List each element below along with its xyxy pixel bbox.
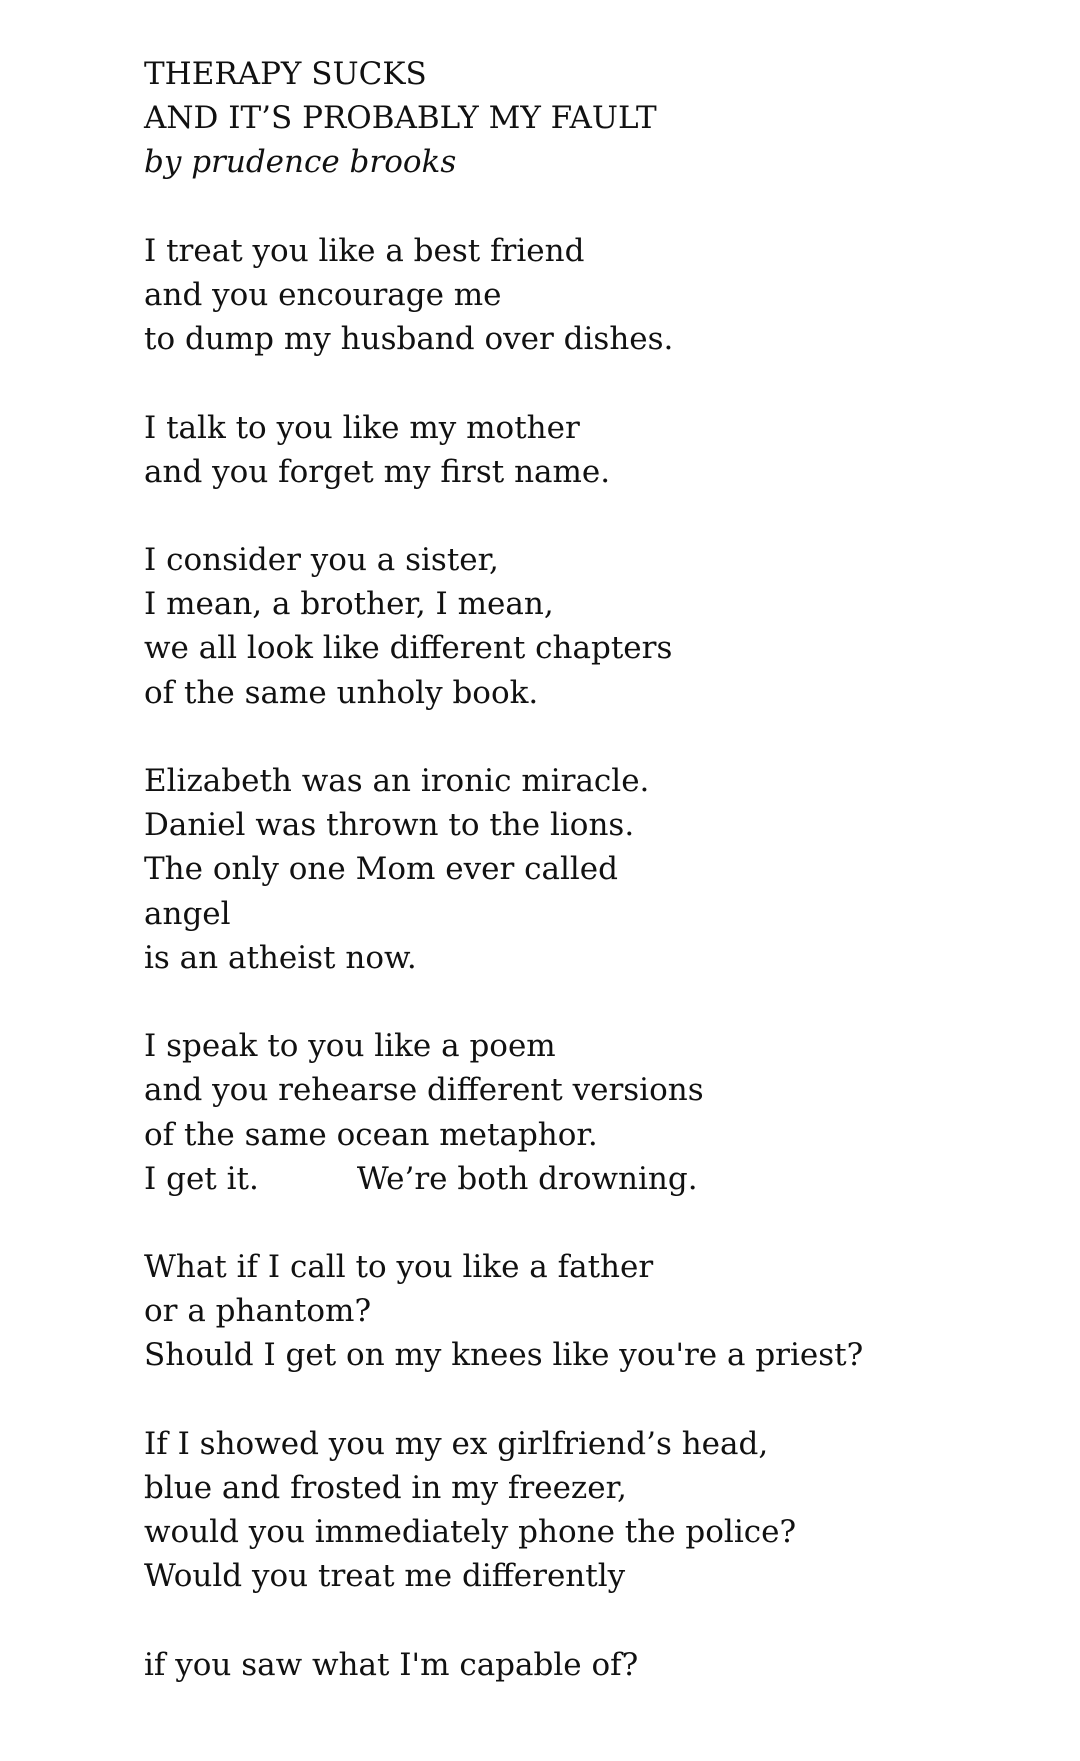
poem-line: is an atheist now. bbox=[144, 939, 417, 976]
stanza-2 bbox=[144, 406, 1044, 494]
poem-header bbox=[144, 52, 1044, 185]
poem-line: I consider you a sister, bbox=[144, 542, 499, 579]
poem-line: I mean, a brother, I mean, bbox=[144, 586, 554, 623]
poem-line: I speak to you like a poem bbox=[144, 1028, 556, 1065]
stanza-1 bbox=[144, 229, 1044, 362]
poem-line: I talk to you like my mother bbox=[144, 409, 580, 446]
stanza-5 bbox=[144, 1024, 1044, 1201]
poem-page bbox=[144, 52, 1044, 1687]
poem-line: I treat you like a best friend bbox=[144, 232, 585, 269]
stanza-3 bbox=[144, 538, 1044, 715]
poem-split-line bbox=[144, 1157, 1044, 1201]
poem-line: Would you treat me differently bbox=[144, 1558, 626, 1595]
poem-line: or a phantom? bbox=[144, 1293, 372, 1330]
poem-line: Should I get on my knees like you're a priest? bbox=[144, 1337, 864, 1374]
stanza-8 bbox=[144, 1643, 1044, 1687]
poem-line: and you rehearse different versions bbox=[144, 1072, 704, 1109]
poem-line: Elizabeth was an ironic miracle. bbox=[144, 763, 650, 799]
poem-title-line-1: THERAPY SUCKS bbox=[144, 56, 427, 92]
poem-line: and you encourage me bbox=[144, 276, 502, 313]
stanza-4 bbox=[144, 759, 1044, 980]
poem-line: If I showed you my ex girlfriend’s head, bbox=[144, 1425, 769, 1462]
poem-line: and you forget my first name. bbox=[144, 453, 611, 490]
poem-line: to dump my husband over dishes. bbox=[144, 321, 674, 358]
poem-line: blue and frosted in my freezer, bbox=[144, 1470, 627, 1506]
poem-line: of the same ocean metaphor. bbox=[144, 1116, 598, 1153]
stanza-7 bbox=[144, 1422, 1044, 1599]
split-line-right: We’re both drowning. bbox=[356, 1160, 698, 1197]
poem-line: Daniel was thrown to the lions. bbox=[144, 807, 635, 844]
poem-line: would you immediately phone the police? bbox=[144, 1514, 797, 1551]
poem-line: of the same unholy book. bbox=[144, 674, 539, 711]
split-line-left: I get it. bbox=[144, 1160, 259, 1197]
poem-line: angel bbox=[144, 895, 231, 932]
poem-line: The only one Mom ever called bbox=[144, 851, 618, 888]
poem-title-line-2: AND IT’S PROBABLY MY FAULT bbox=[144, 100, 657, 137]
poem-byline: by prudence brooks bbox=[144, 144, 457, 181]
stanza-6 bbox=[144, 1245, 1044, 1378]
poem-line: if you saw what I'm capable of? bbox=[144, 1646, 639, 1683]
poem-line: we all look like different chapters bbox=[144, 630, 673, 667]
poem-line: What if I call to you like a father bbox=[144, 1249, 654, 1286]
